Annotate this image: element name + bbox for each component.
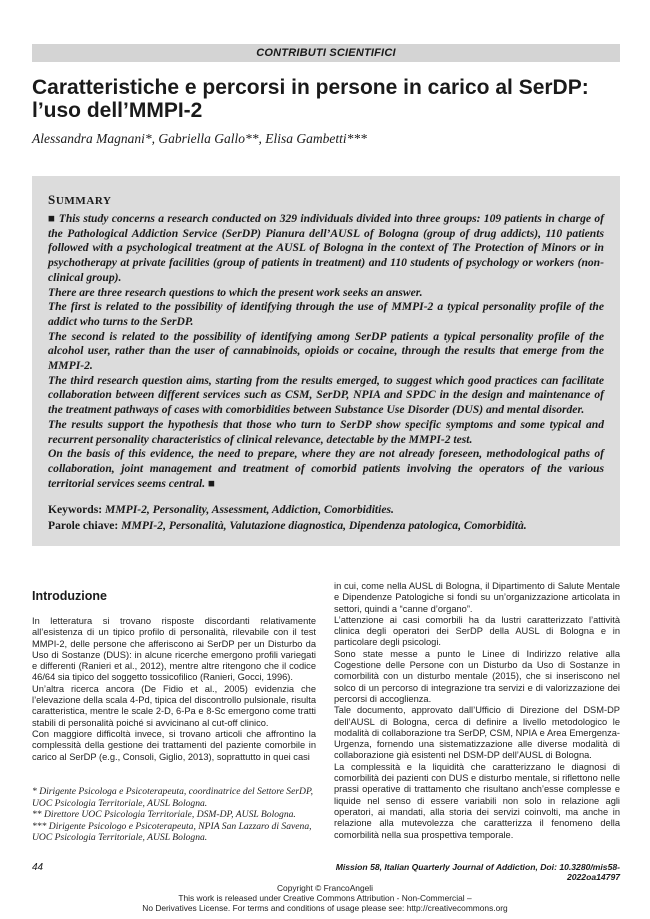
summary-text (48, 212, 604, 491)
body-paragraph: in cui, come nella AUSL di Bologna, il Dipartimento di Salute Mentale e Dipendenze Patologiche si fondi su un’organizzazione articolata in settori, quindi a “canne d’organo”. (334, 581, 620, 614)
intro-left-column (32, 616, 316, 763)
keywords (48, 503, 394, 516)
bullet-icon: ■ (48, 212, 56, 225)
intro-heading: Introduzione (32, 589, 107, 603)
authors: Alessandra Magnani*, Gabriella Gallo**, Elisa Gambetti*** (32, 131, 367, 146)
body-paragraph: Un’altra ricerca ancora (De Fidio et al., 2005) evidenzia che l’elevazione della scala 4-Pd, tipica del discontrollo pulsionale, risulta caratteristica, mentre le scale 2-D, 6-Pa e 8-Sc emergono come tratti stabili di personalità poiché si avvicinano al cut-off clinico. (32, 683, 316, 728)
summary-paragraph: The third research question aims, starting from the results emerged, to suggest which good practices can facilitate collaboration between different services such as CSM, SerDP, NPIA and SPDC in the design and maintenance of the treatment pathways of cases with comorbidities between Substance Use Disorder (DUS) and mental disorder. (48, 373, 604, 417)
copyright-line: Copyright © FrancoAngeli (276, 883, 373, 893)
license-line: This work is released under Creative Commons Attribution - Non-Commercial – (178, 893, 472, 903)
summary-paragraph: ■ This study concerns a research conducted on 329 individuals divided into three groups: 109 patients in charge of the Pathological Addiction Service (SerDP) Pianura dell’AUSL of Bologna (group of drug addicts), 110 patients followed with a psychological treatment at the AUSL of Bologna in the context of The Protection of Minors or in psychotherapy at private facilities (group of patients in treatment) and 110 students of psychology or workers (non-clinical group). (48, 212, 604, 284)
body-paragraph: Con maggiore difficoltà invece, si trovano articoli che affrontino la complessità della gestione dei trattamenti del paziente comorbile in carico al SerDP (e.g., Consoli, Giglio, 2013), soprattutto in quei casi (32, 728, 316, 762)
parole-chiave (48, 519, 527, 532)
parole-chiave-label: Parole chiave: (48, 519, 119, 532)
copyright-notice (0, 883, 650, 913)
body-paragraph: L’attenzione ai casi comorbili ha da lustri caratterizzato l’attività clinica degli operatori dei SerDP della AUSL di Bologna e in particolare degli psicologi. (334, 614, 620, 648)
bullet-icon: ■ (208, 476, 216, 490)
article-title (32, 76, 622, 122)
body-paragraph: In letteratura si trovano risposte discordanti relativamente all’esistenza di un tipico profilo di personalità, rilevabile con il test MMPI-2, delle persone che afferiscono ai SerDP per un Disturbo da Uso di Sostanze (DUS): in alcune ricerche emergono profili variegati e differenti (Ranieri et al., 2012), mentre altre ritengono che il codice 46/64 sia tipico del soggetto tossicofilico (Ranieri, Gocci, 1996). (32, 616, 316, 683)
footnote: ** Direttore UOC Psicologia Territoriale, DSM-DP, AUSL Bologna. (32, 809, 296, 821)
body-paragraph: La complessità e la liquidità che caratterizzano le diagnosi di comorbilità dei pazienti con DUS e disturbo mentale, si riflettono nelle prassi operative di trattamento che risultano anch’esse complesse e liquide nel senso di essere variabili non solo in relazione agli operatori, ai mandati, alla storia dei servizi coinvolti, ma anche in relazione alla mutevolezza che caratterizza il fenomeno della comorbilità nella sua prospettiva temporale. (334, 761, 620, 840)
summary-paragraph: The second is related to the possibility of identifying among SerDP patients a typical personality profile of the alcohol user, rather than the user of cannabinoids, opioids or cocaine, through the results that emerge from the MMPI-2. (48, 329, 604, 373)
keywords-value: MMPI-2, Personality, Assessment, Addiction, Comorbidities. (105, 503, 394, 516)
parole-chiave-value: MMPI-2, Personalità, Valutazione diagnostica, Dipendenza patologica, Comorbidità. (121, 519, 527, 532)
footnotes (32, 786, 316, 844)
summary-paragraph: The results support the hypothesis that those who turn to SerDP show specific symptoms and some typical and recurrent personality characteristics of clinical relevance, detectable by the MMPI-2 test. (48, 417, 604, 446)
keywords-label: Keywords: (48, 503, 103, 516)
footnote: *** Dirigente Psicologo e Psicoterapeuta, NPIA San Lazzaro di Savena, UOC Psicologia Territoriale, AUSL Bologna. (32, 820, 312, 844)
title-line-1: Caratteristiche e percorsi in persone in carico al SerDP: (32, 76, 589, 99)
section-label: CONTRIBUTI SCIENTIFICI (32, 44, 620, 62)
page-number: 44 (32, 862, 44, 873)
summary-heading: SUMMARY (48, 192, 112, 207)
intro-right-column (334, 581, 620, 841)
summary-paragraph: On the basis of this evidence, the need to prepare, where they are not already foreseen, methodological paths of collaboration, joint management and treatment of comorbid patients involving the operators of the various territorial services seems central. ■ (48, 447, 604, 490)
body-paragraph: Sono state messe a punto le Linee di Indirizzo relative alla Cogestione delle Persone con un Disturbo da Uso di Sostanze in comorbilità con un disturbo mentale (2015), che si inseriscono nel solco di un percorso di integrazione tra servizi e di valorizzazione dei percorsi di accoglienza. (334, 648, 620, 704)
license-line: No Derivatives License. For terms and conditions of usage please see: http://creativecommons.org (142, 903, 508, 913)
footnote: * Dirigente Psicologa e Psicoterapeuta, coordinatrice del Settore SerDP, UOC Psicologia Territoriale, AUSL Bologna. (32, 786, 314, 809)
journal-reference: Mission 58, Italian Quarterly Journal of Addiction, Doi: 10.3280/mis58-2022oa14797 (335, 862, 620, 882)
summary-paragraph: The first is related to the possibility of identifying through the use of MMPI-2 a typical personality profile of the addict who turns to the SerDP. (48, 300, 604, 328)
body-paragraph: Tale documento, approvato dall’Ufficio di Direzione del DSM-DP dell’AUSL di Bologna, cerca di definire a livello metodologico le modalità di collaborazione tra SerDP, CSM, NPIA e Area Emergenza-Urgenza, fornendo una sistematizzazione alle diverse modalità di collaborazione già esistenti nel DSM-DP dell’AUSL di Bologna. (334, 705, 620, 761)
title-line-2: l’uso dell’MMPI-2 (32, 99, 203, 122)
summary-paragraph: There are three research questions to which the present work seeks an answer. (48, 285, 423, 299)
